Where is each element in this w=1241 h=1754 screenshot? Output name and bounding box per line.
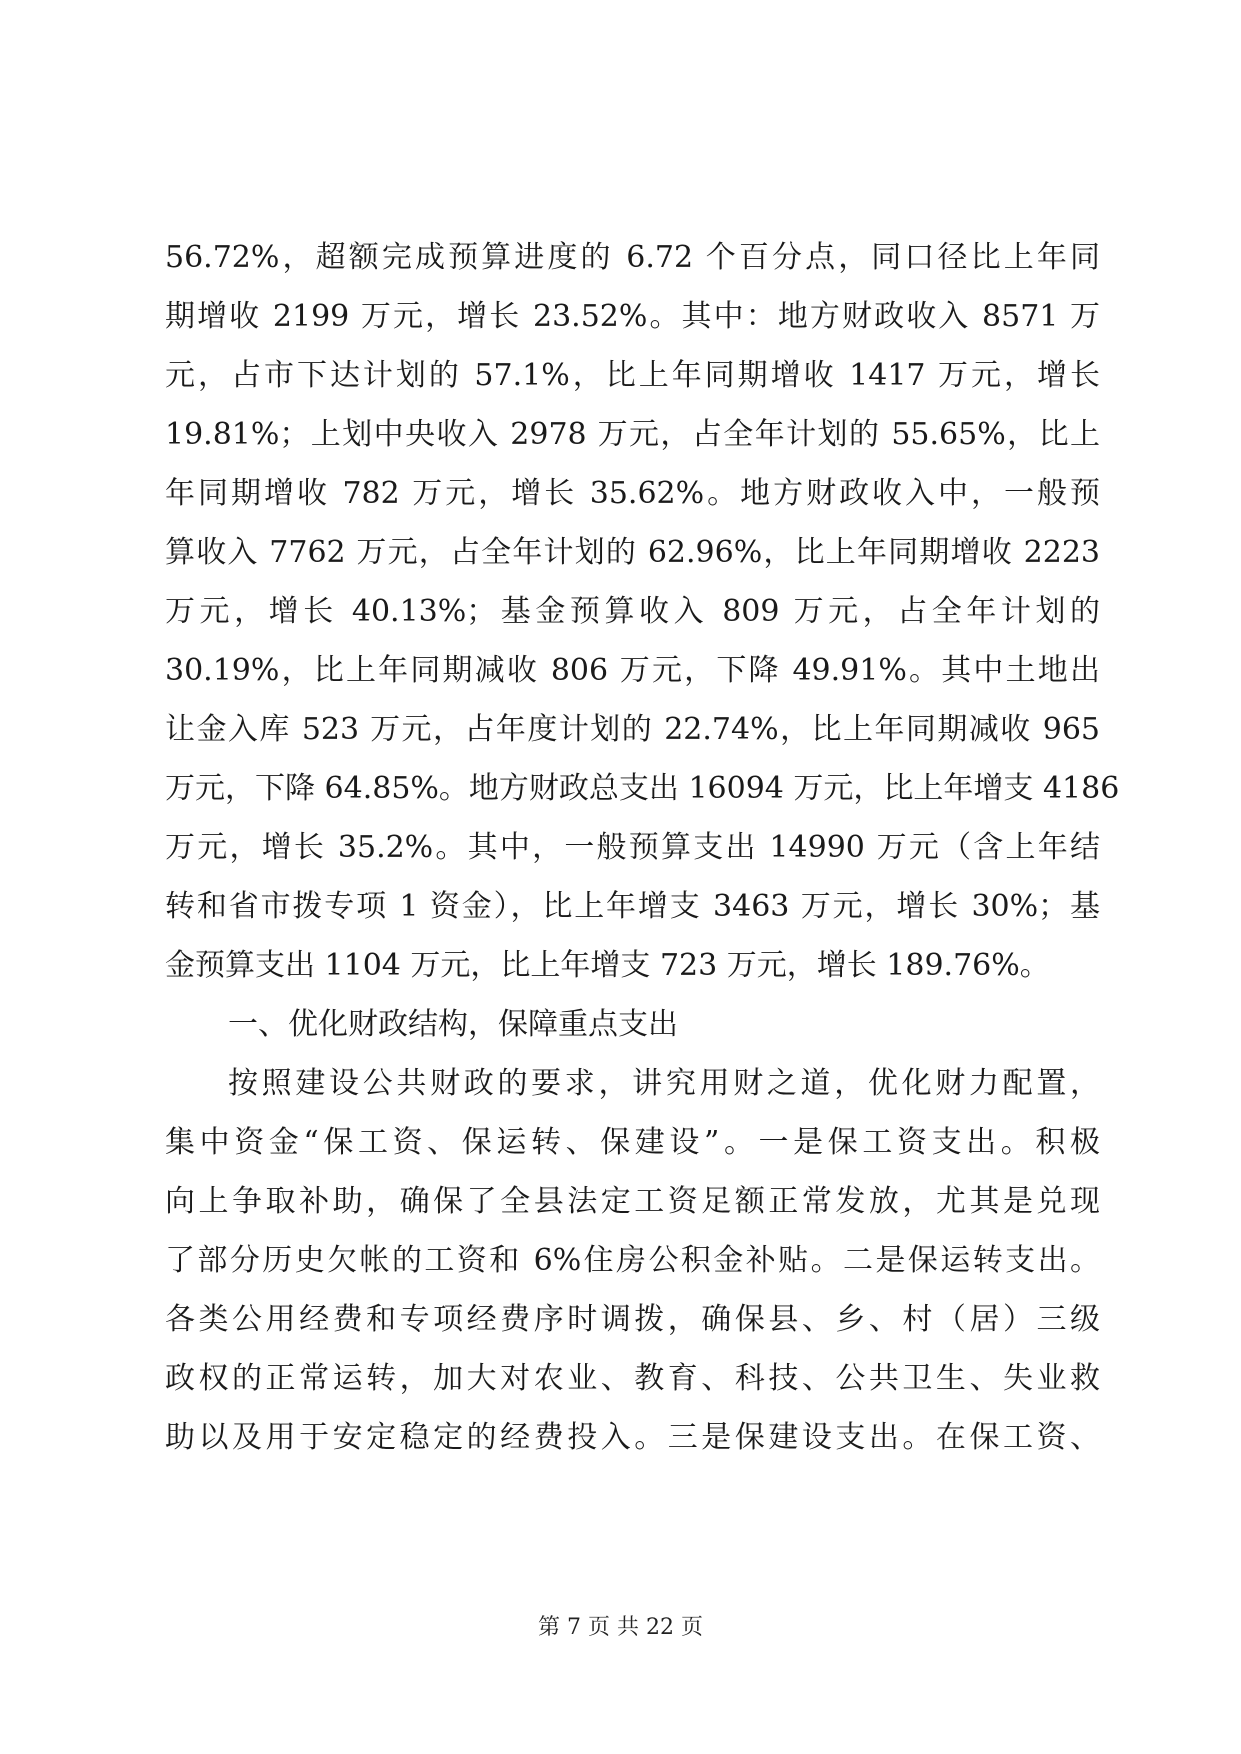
section-heading: 一、优化财政结构，保障重点支出 bbox=[228, 1007, 678, 1042]
text-line: 万元，增长 40.13%；基金预算收入 809 万元，占全年计划的 bbox=[165, 594, 1100, 629]
document-body bbox=[165, 228, 1120, 1467]
text-line: 万元，下降 64.85%。地方财政总支出 16094 万元，比上年增支 4186 bbox=[165, 771, 1120, 806]
page-footer: 第 7 页 共 22 页 bbox=[538, 1615, 703, 1640]
text-line: 助以及用于安定稳定的经费投入。三是保建设支出。在保工资、 bbox=[165, 1420, 1100, 1455]
text-line: 万元，增长 35.2%。其中，一般预算支出 14990 万元（含上年结 bbox=[165, 830, 1100, 865]
text-line: 让金入库 523 万元，占年度计划的 22.74%，比上年同期减收 965 bbox=[165, 712, 1100, 747]
text-line: 年同期增收 782 万元，增长 35.62%。地方财政收入中，一般预 bbox=[165, 476, 1100, 511]
text-line: 期增收 2199 万元，增长 23.52%。其中：地方财政收入 8571 万 bbox=[165, 299, 1100, 334]
text-line: 56.72%，超额完成预算进度的 6.72 个百分点，同口径比上年同 bbox=[165, 240, 1100, 275]
text-line: 19.81%；上划中央收入 2978 万元，占全年计划的 55.65%，比上 bbox=[165, 417, 1100, 452]
text-line: 金预算支出 1104 万元，比上年增支 723 万元，增长 189.76%。 bbox=[165, 948, 1050, 983]
text-line: 了部分历史欠帐的工资和 6%住房公积金补贴。二是保运转支出。 bbox=[165, 1243, 1100, 1278]
text-line: 30.19%，比上年同期减收 806 万元，下降 49.91%。其中土地出 bbox=[165, 653, 1100, 688]
text-line: 政权的正常运转，加大对农业、教育、科技、公共卫生、失业救 bbox=[165, 1361, 1100, 1396]
text-line: 转和省市拨专项 1 资金），比上年增支 3463 万元，增长 30%；基 bbox=[165, 889, 1100, 924]
text-line: 集中资金“保工资、保运转、保建设”。一是保工资支出。积极 bbox=[165, 1125, 1100, 1160]
text-line: 向上争取补助，确保了全县法定工资足额正常发放，尤其是兑现 bbox=[165, 1184, 1100, 1219]
text-line: 元，占市下达计划的 57.1%，比上年同期增收 1417 万元，增长 bbox=[165, 358, 1100, 393]
text-line: 各类公用经费和专项经费序时调拨，确保县、乡、村（居）三级 bbox=[165, 1302, 1100, 1337]
text-line: 按照建设公共财政的要求，讲究用财之道，优化财力配置， bbox=[228, 1066, 1100, 1101]
text-line: 算收入 7762 万元，占全年计划的 62.96%，比上年同期增收 2223 bbox=[165, 535, 1100, 570]
